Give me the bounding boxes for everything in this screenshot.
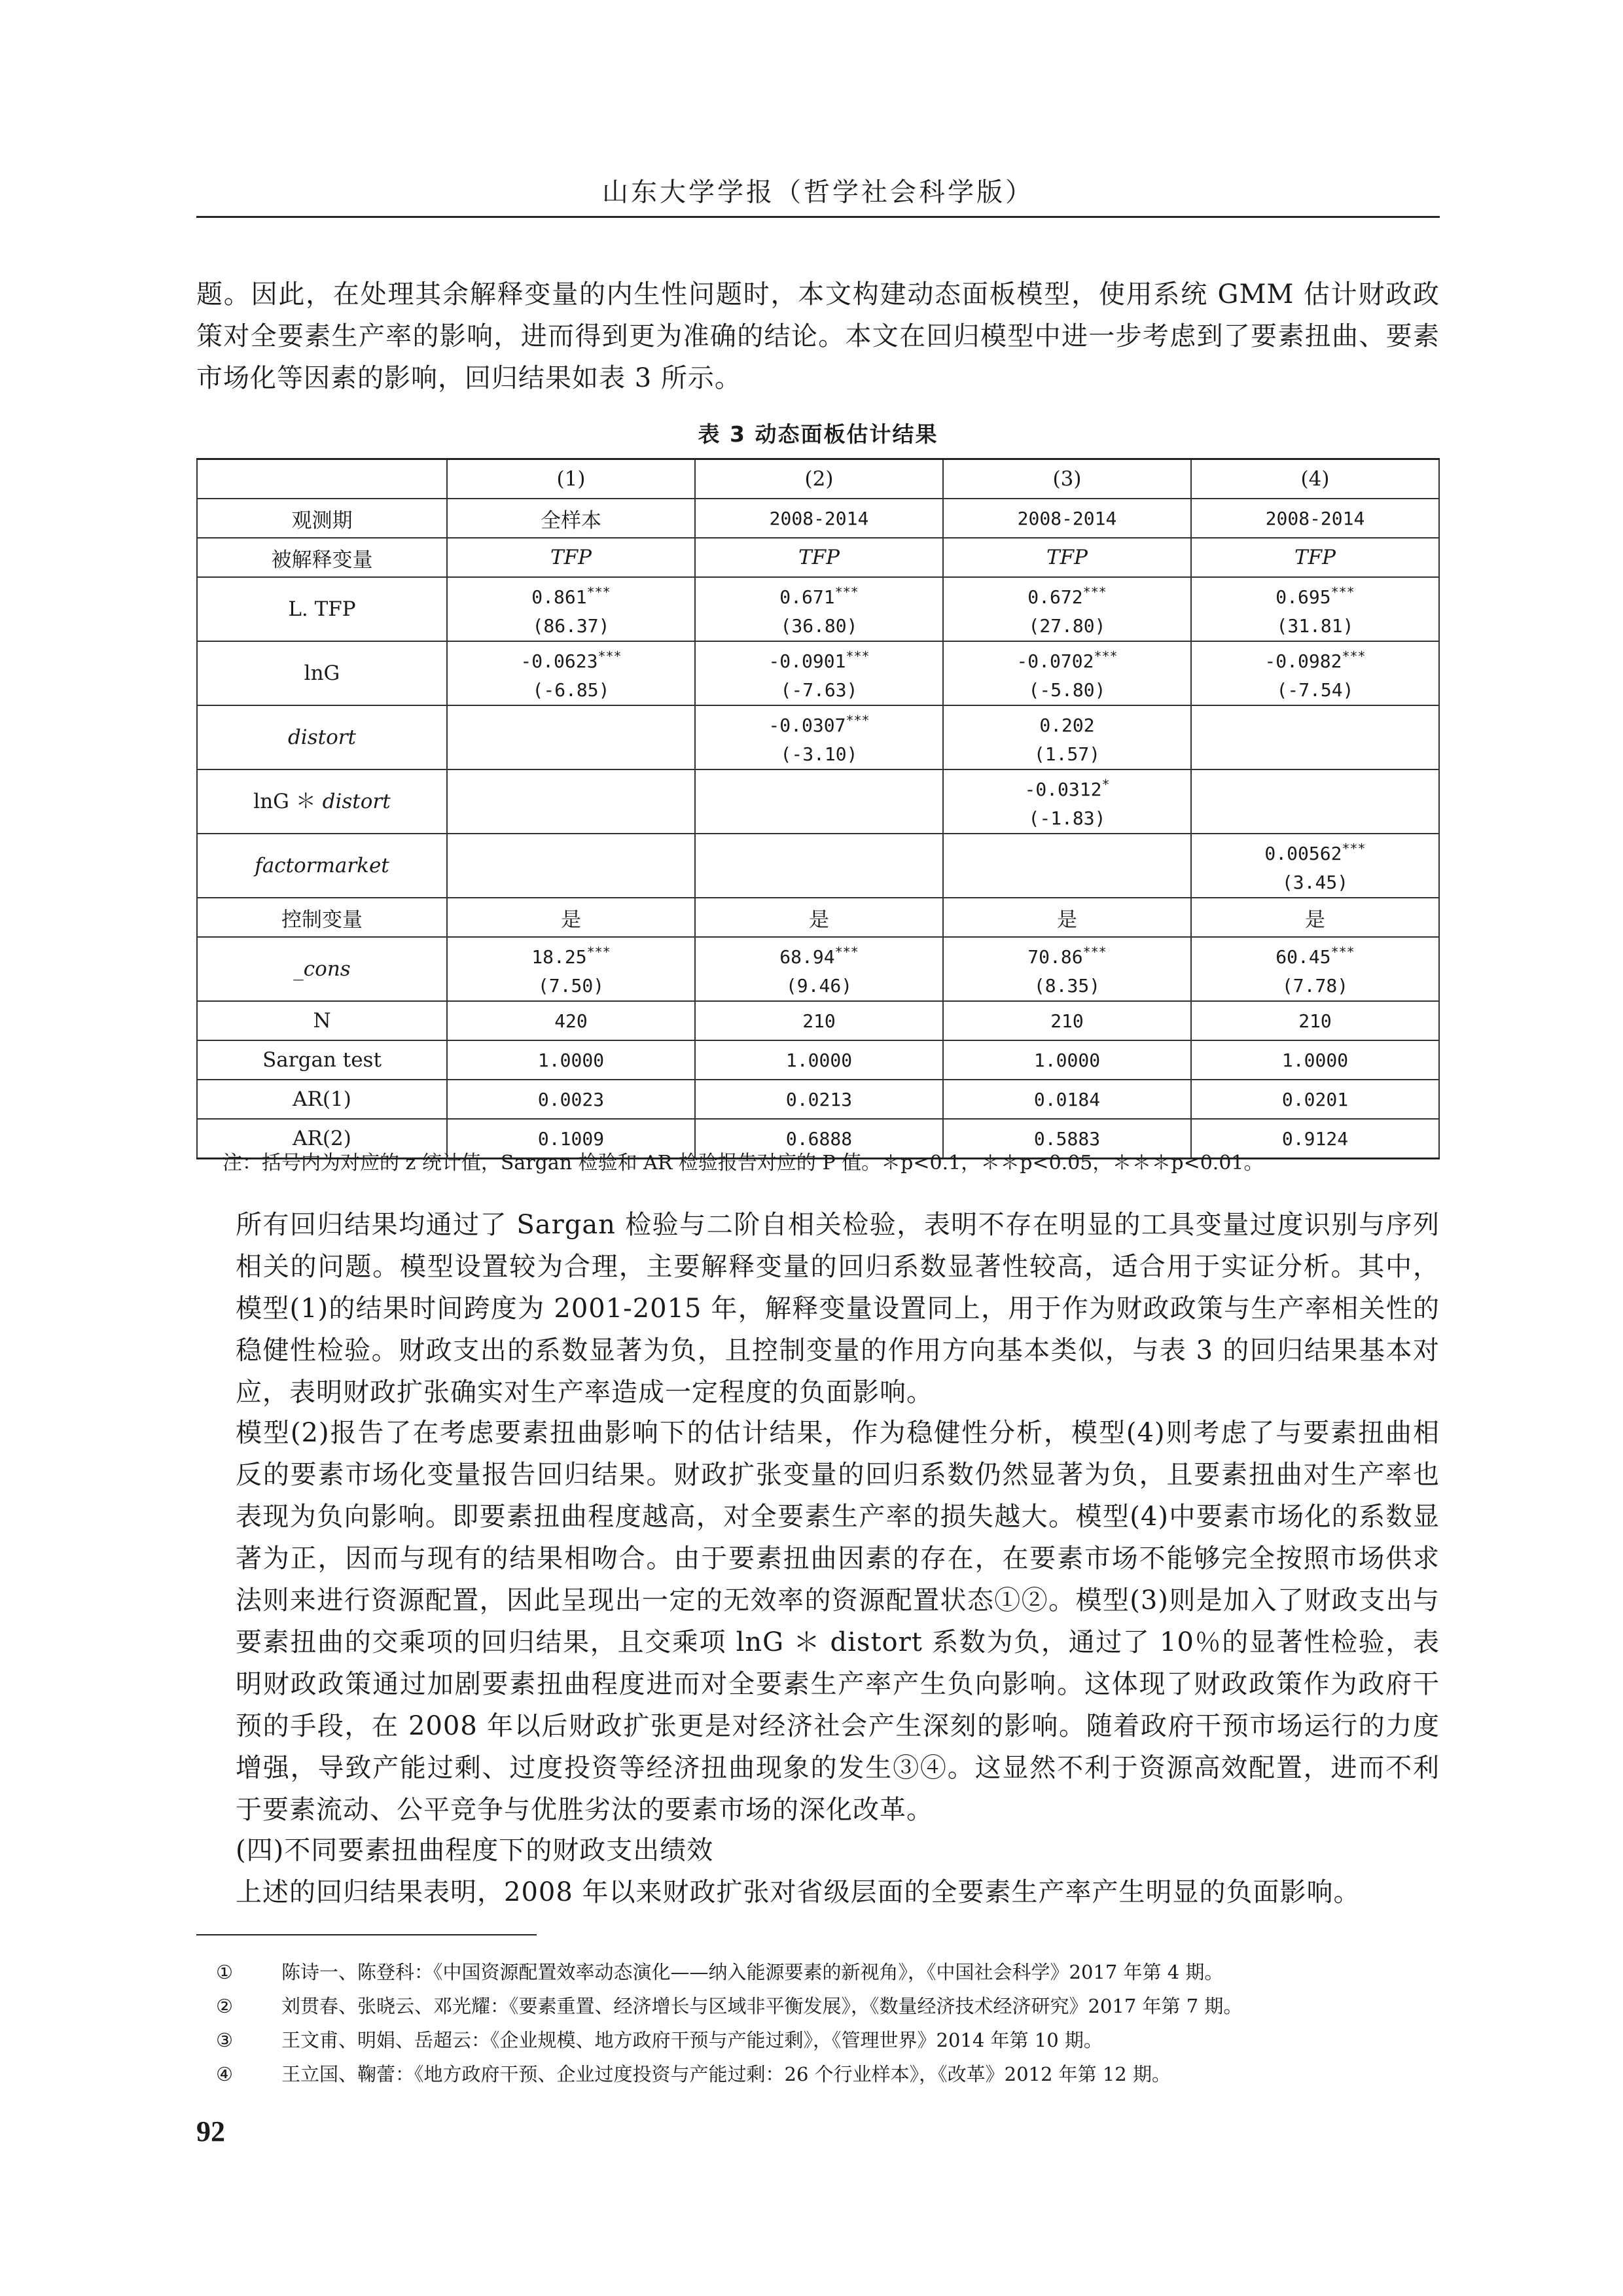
coef-value-line [944,938,1190,972]
table-cell: 是 [943,898,1191,937]
z-statistic: (-5.80) [1028,679,1106,701]
significance-stars: *** [1082,584,1107,600]
significance-stars: * [1101,777,1110,792]
coef-cell [1191,641,1439,705]
row-label: factormarket [197,834,447,898]
row-label: AR(1) [197,1080,447,1119]
table-cell: 1.0000 [447,1040,695,1080]
coef-cell [695,577,943,641]
column-header: (2) [695,459,943,499]
row-label: N [197,1001,447,1040]
coef-value-line [944,706,1190,740]
coef-value: 70.86 [1027,946,1083,968]
row-label: lnG [197,641,447,705]
significance-stars: *** [586,584,611,600]
body-paragraph-1: 所有回归结果均通过了 Sargan 检验与二阶自相关检验，表明不存在明显的工具变量过度识别与序列相关的问题。模型设置较为合理，主要解释变量的回归系数显著性较高，适合用于实证分析。其中，模型(1)的结果时间跨度为 2001-2015 年，解释变量设置同上，用于作为财政政策与生产率相关性的稳健性检验。财政支出的系数显著为负，且控制变量的作用方向基本类似，与表 3 的回归结果基本对应，表明财政扩张确实对生产率造成一定程度的负面影响。 [236,1210,1440,1407]
coef-value-line [1192,578,1438,612]
coef-value: 68.94 [779,946,835,968]
coef-value-line [1192,642,1438,676]
row-label: Sargan test [197,1040,447,1080]
coef-cell [695,705,943,769]
coef-value: 0.00562 [1264,843,1342,864]
footnote-number: ② [216,1995,233,2017]
footnote [216,1992,1440,2019]
z-statistic: (1.57) [1033,743,1101,765]
z-statistic: (-1.83) [1028,807,1106,829]
coef-value-line [696,642,942,676]
table-cell: 全样本 [447,499,695,538]
footnote-text: 王文甫、明娟、岳超云：《企业规模、地方政府干预与产能过剩》，《管理世界》2014 年第 10 期。 [281,2029,1103,2051]
table-cell: 是 [447,898,695,937]
table-cell: 2008-2014 [695,499,943,538]
coef-value: 0.671 [779,586,835,608]
significance-stars: *** [1330,584,1355,600]
coef-value-line [944,642,1190,676]
z-statistic: (27.80) [1028,615,1106,637]
significance-stars: *** [846,648,870,664]
coef-value: 18.25 [531,946,587,968]
z-statistic: (-7.63) [780,679,858,701]
intro-paragraph: 题。因此，在处理其余解释变量的内生性问题时，本文构建动态面板模型，使用系统 GMM 估计财政政策对全要素生产率的影响，进而得到更为准确的结论。本文在回归模型中进一步考虑到了要素扭曲、要素市场化等因素的影响，回归结果如表 3 所示。 [196,279,1440,393]
page-number: 92 [196,2115,225,2147]
row-label [197,769,447,834]
z-statistic: (9.46) [785,975,853,997]
table-cell: 0.6888 [695,1119,943,1159]
coef-cell [447,937,695,1001]
z-statistic: (8.35) [1033,975,1101,997]
table-cell: 2008-2014 [1191,499,1439,538]
row-label-part: distort [322,790,391,813]
coef-cell [943,769,1191,834]
table-note: 注：括号内为对应的 z 统计值，Sargan 检验和 AR 检验报告对应的 P 值。＊p<0.1，＊＊p<0.05，＊＊＊p<0.01。 [223,1152,1264,1174]
table-cell: TFP [447,538,695,577]
column-header: (1) [447,459,695,499]
coef-value-line [944,770,1190,804]
coef-cell [943,705,1191,769]
coef-cell [1191,769,1439,834]
footnote-divider [196,1934,537,1935]
coef-cell [943,577,1191,641]
z-statistic: (36.80) [780,615,858,637]
regression-table [196,458,1440,1159]
coef-value-line [944,578,1190,612]
coef-value: -0.0702 [1016,650,1094,672]
table-row [197,577,1439,641]
coef-cell [943,641,1191,705]
significance-stars: *** [834,944,859,960]
body-paragraph-2: 模型(2)报告了在考虑要素扭曲影响下的估计结果，作为稳健性分析，模型(4)则考虑了与要素扭曲相反的要素市场化变量报告回归结果。财政扩张变量的回归系数仍然显著为负，且要素扭曲对生产率也表现为负向影响。即要素扭曲程度越高，对全要素生产率的损失越大。模型(4)中要素市场化的系数显著为正，因而与现有的结果相吻合。由于要素扭曲因素的存在，在要素市场不能够完全按照市场供求法则来进行资源配置，因此呈现出一定的无效率的资源配置状态①②。模型(3)则是加入了财政支出与要素扭曲的交乘项的回归结果，且交乘项 lnG ＊ distort 系数为负，通过了 10％的显著性检验，表明财政政策通过加剧要素扭曲程度进而对全要素生产率产生负向影响。这体现了财政政策作为政府干预的手段，在 2008 年以后财政扩张更是对经济社会产生深刻的影响。随着政府干预市场运行的力度增强，导致产能过剩、过度投资等经济扭曲现象的发生③④。这显然不利于资源高效配置，进而不利于要素流动、公平竞争与优胜劣汰的要素市场的深化改革。 [236,1418,1440,1825]
significance-stars: *** [1330,944,1355,960]
table-cell: 1.0000 [695,1040,943,1080]
footnote [216,2060,1440,2087]
coef-cell [447,769,695,834]
footnote [216,1958,1440,1985]
coef-cell [695,834,943,898]
coef-value-line [448,938,694,972]
running-head: 山东大学学报（哲学社会科学版） [602,177,1034,207]
table-cell: 0.0201 [1191,1080,1439,1119]
coef-value-line [1192,834,1438,868]
z-statistic: (-6.85) [532,679,610,701]
z-statistic: (-3.10) [780,743,858,765]
table-header-row [197,459,1439,499]
significance-stars: *** [597,648,622,664]
z-statistic: (3.45) [1281,872,1349,893]
row-label: AR(2) [197,1119,447,1159]
coef-value-line [696,706,942,740]
significance-stars: *** [1082,944,1107,960]
table-row [197,834,1439,898]
significance-stars: *** [834,584,859,600]
coef-cell [1191,937,1439,1001]
table-cell: 210 [695,1001,943,1040]
coef-value-line [448,642,694,676]
coef-value: 0.672 [1027,586,1083,608]
section-subheading: (四)不同要素扭曲程度下的财政支出绩效 [236,1835,714,1865]
coef-value: -0.0307 [768,715,846,736]
coef-value: 0.861 [531,586,587,608]
table-row [197,499,1439,538]
coef-value: 0.202 [1039,715,1095,736]
footnote-text: 王立国、鞠蕾：《地方政府干预、企业过度投资与产能过剩：26 个行业样本》，《改革》2012 年第 12 期。 [281,2063,1171,2085]
z-statistic: (7.78) [1281,975,1349,997]
coef-cell [943,937,1191,1001]
coef-cell [447,641,695,705]
table-cell: 1.0000 [943,1040,1191,1080]
coef-value-line [696,578,942,612]
footnote-number: ③ [216,2029,233,2051]
column-header: (3) [943,459,1191,499]
coef-cell [943,834,1191,898]
footnote-number: ④ [216,2063,233,2085]
row-label: L. TFP [197,577,447,641]
table-cell: 是 [1191,898,1439,937]
footnote-text: 刘贯春、张晓云、邓光耀：《要素重置、经济增长与区域非平衡发展》，《数量经济技术经济研究》2017 年第 7 期。 [281,1995,1243,2017]
table-row [197,641,1439,705]
table-cell: 0.0213 [695,1080,943,1119]
table-row [197,538,1439,577]
table-cell: 0.0184 [943,1080,1191,1119]
table-corner-cell [197,459,447,499]
table-cell: TFP [943,538,1191,577]
footnote [216,2026,1440,2053]
significance-stars: *** [586,944,611,960]
coef-cell [695,769,943,834]
coef-cell [447,705,695,769]
table-cell: 0.0023 [447,1080,695,1119]
coef-value: -0.0623 [520,650,598,672]
table-cell: 420 [447,1001,695,1040]
table-cell: 0.5883 [943,1119,1191,1159]
coef-cell [447,834,695,898]
header-divider [196,216,1440,218]
coef-cell [695,937,943,1001]
coef-value: -0.0312 [1024,779,1102,800]
coef-value: 60.45 [1275,946,1331,968]
table-cell: 0.9124 [1191,1119,1439,1159]
row-label: 被解释变量 [197,538,447,577]
footnote-text: 陈诗一、陈登科：《中国资源配置效率动态演化——纳入能源要素的新视角》，《中国社会科学》2017 年第 4 期。 [281,1961,1224,1983]
table-cell: TFP [1191,538,1439,577]
table-cell: 210 [943,1001,1191,1040]
coef-cell [695,641,943,705]
table-row [197,1040,1439,1080]
table-row [197,769,1439,834]
table-row [197,1080,1439,1119]
significance-stars: *** [1094,648,1118,664]
table-cell: 是 [695,898,943,937]
row-label: _cons [197,937,447,1001]
coef-cell [1191,834,1439,898]
z-statistic: (-7.54) [1276,679,1354,701]
table-row [197,1001,1439,1040]
row-label: distort [197,705,447,769]
coef-value-line [696,938,942,972]
table-cell: 1.0000 [1191,1040,1439,1080]
significance-stars: *** [1342,841,1366,857]
coef-cell [1191,577,1439,641]
column-header: (4) [1191,459,1439,499]
coef-value: -0.0982 [1264,650,1342,672]
table-cell: 2008-2014 [943,499,1191,538]
significance-stars: *** [846,713,870,728]
coef-cell [447,577,695,641]
table-row [197,898,1439,937]
table-cell: 210 [1191,1001,1439,1040]
row-label-part: lnG ＊ [253,790,323,813]
table-row [197,937,1439,1001]
footnote-number: ① [216,1961,233,1983]
coef-value: -0.0901 [768,650,846,672]
z-statistic: (7.50) [537,975,605,997]
table-caption: 表 3 动态面板估计结果 [698,421,938,447]
table-cell: TFP [695,538,943,577]
table-row [197,705,1439,769]
row-label: 观测期 [197,499,447,538]
coef-value-line [448,578,694,612]
z-statistic: (31.81) [1276,615,1354,637]
coef-cell [1191,705,1439,769]
significance-stars: *** [1342,648,1366,664]
row-label: 控制变量 [197,898,447,937]
coef-value: 0.695 [1275,586,1331,608]
z-statistic: (86.37) [532,615,610,637]
table-cell: 0.1009 [447,1119,695,1159]
body-paragraph-3: 上述的回归结果表明，2008 年以来财政扩张对省级层面的全要素生产率产生明显的负面影响。 [236,1877,1361,1907]
coef-value-line [1192,938,1438,972]
